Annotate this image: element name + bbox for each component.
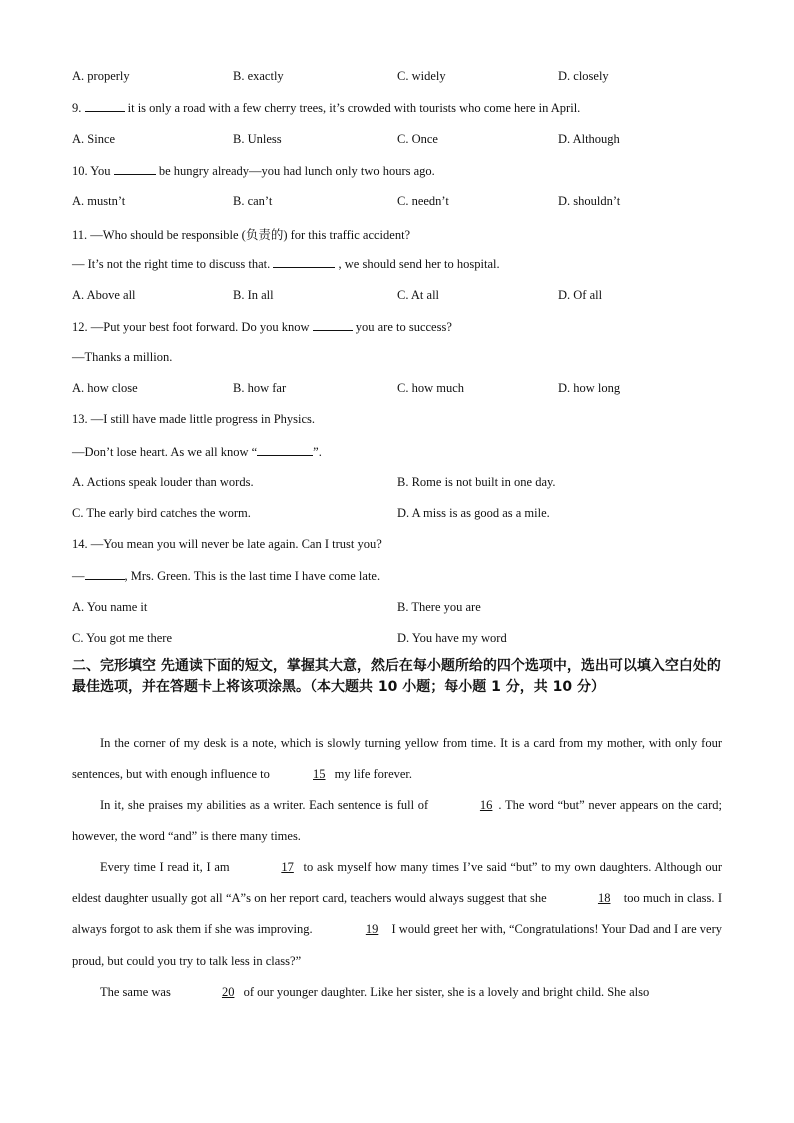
q13-option-d: D. A miss is as good as a mile. — [397, 506, 550, 520]
q9-option-a: A. Since — [72, 132, 116, 146]
q8-option-d: D. closely — [558, 69, 609, 83]
q14-option-a: A. You name it — [72, 600, 148, 614]
q11-option-c: C. At all — [397, 288, 440, 302]
blank-number: 16 — [479, 798, 493, 812]
q11-option-d: D. Of all — [558, 288, 603, 302]
q11-option-b: B. In all — [233, 288, 274, 302]
answer-blank — [85, 568, 125, 580]
blank-number: 18 — [597, 891, 611, 906]
q10-option-c: C. needn’t — [397, 194, 449, 208]
q9-option-b: B. Unless — [233, 132, 282, 146]
q14-stem: 14. —You mean you will never be late again. Can I trust you? — [72, 537, 382, 551]
q14-option-b: B. There you are — [397, 600, 481, 614]
q11-stem: 11. —Who should be responsible (负责的) for this traffic accident? — [72, 228, 411, 242]
section-heading: 二、完形填空 先通读下面的短文，掌握其大意，然后在每小题所给的四个选项中，选出可以填入空白处的最佳选项，并在答题卡上将该项涂黑。（本大题共 10 小题；每小题 1 分，共 10 分） — [72, 658, 721, 695]
q12-stem: 12. —Put your best foot forward. Do you know you are to success? — [72, 320, 452, 334]
q12-option-a: A. how close — [72, 381, 138, 395]
q13-option-a: A. Actions speak louder than words. — [72, 475, 254, 489]
q9-option-d: D. Although — [558, 132, 620, 146]
q13-option-b: B. Rome is not built in one day. — [397, 475, 556, 489]
answer-blank — [273, 256, 335, 268]
q8-option-c: C. widely — [397, 69, 446, 83]
blank-number: 20 — [221, 985, 235, 999]
q12-option-d: D. how long — [558, 381, 621, 395]
q12-option-b: B. how far — [233, 381, 287, 395]
q10-option-d: D. shouldn’t — [558, 194, 621, 208]
q13-reply: —Don’t lose heart. As we all know “ ”. — [72, 445, 322, 459]
q8-option-a: A. properly — [72, 69, 130, 83]
q14-option-c: C. You got me there — [72, 631, 172, 645]
q12-option-c: C. how much — [397, 381, 465, 395]
answer-blank — [114, 163, 156, 175]
q13-stem: 13. —I still have made little progress in Physics. — [72, 412, 316, 426]
q10-option-b: B. can’t — [233, 194, 273, 208]
q13-option-c: C. The early bird catches the worm. — [72, 506, 251, 520]
answer-blank — [257, 444, 313, 456]
passage-paragraph-4: The same was 20 of our younger daughter. Like her sister, she is a lovely and bright child. She also — [72, 977, 722, 1008]
blank-number: 19 — [365, 922, 379, 937]
blank-number: 17 — [281, 860, 294, 874]
q14-option-d: D. You have my word — [397, 631, 507, 645]
blank-number: 15 — [313, 767, 326, 782]
passage-paragraph-1: In the corner of my desk is a note, which is slowly turning yellow from time. It is a card from my mother, with only four sentences, but with enough influence to 15 my life forever. — [72, 728, 722, 790]
passage-paragraph-3: Every time I read it, I am 17 to ask myself how many times I’ve said “but” to my own daughters. Although our eldest daughter usually got all “A”s on her report card, teachers would always suggest that she 18 too much in class. I always forgot to ask them if she was improving. 19 I would greet her with, “Congratulations! Your Dad and I are very proud, but could you try to talk less in class?” — [72, 852, 722, 977]
answer-blank — [313, 319, 353, 331]
q8-option-b: B. exactly — [233, 69, 284, 83]
q14-reply: — , Mrs. Green. This is the last time I have come late. — [72, 569, 381, 583]
q12-reply: —Thanks a million. — [72, 350, 173, 364]
passage-paragraph-2: In it, she praises my abilities as a writer. Each sentence is full of 16 . The word “but” never appears on the card; however, the word “and” is there many times. — [72, 790, 722, 852]
answer-blank — [85, 100, 125, 112]
q11-reply: — It’s not the right time to discuss that. , we should send her to hospital. — [72, 257, 500, 271]
q9-option-c: C. Once — [397, 132, 438, 146]
q11-option-a: A. Above all — [72, 288, 136, 302]
q9-stem: 9. it is only a road with a few cherry trees, it’s crowded with tourists who come here in April. — [72, 101, 581, 115]
q10-stem: 10. You be hungry already—you had lunch only two hours ago. — [72, 164, 435, 178]
q10-option-a: A. mustn’t — [72, 194, 126, 208]
